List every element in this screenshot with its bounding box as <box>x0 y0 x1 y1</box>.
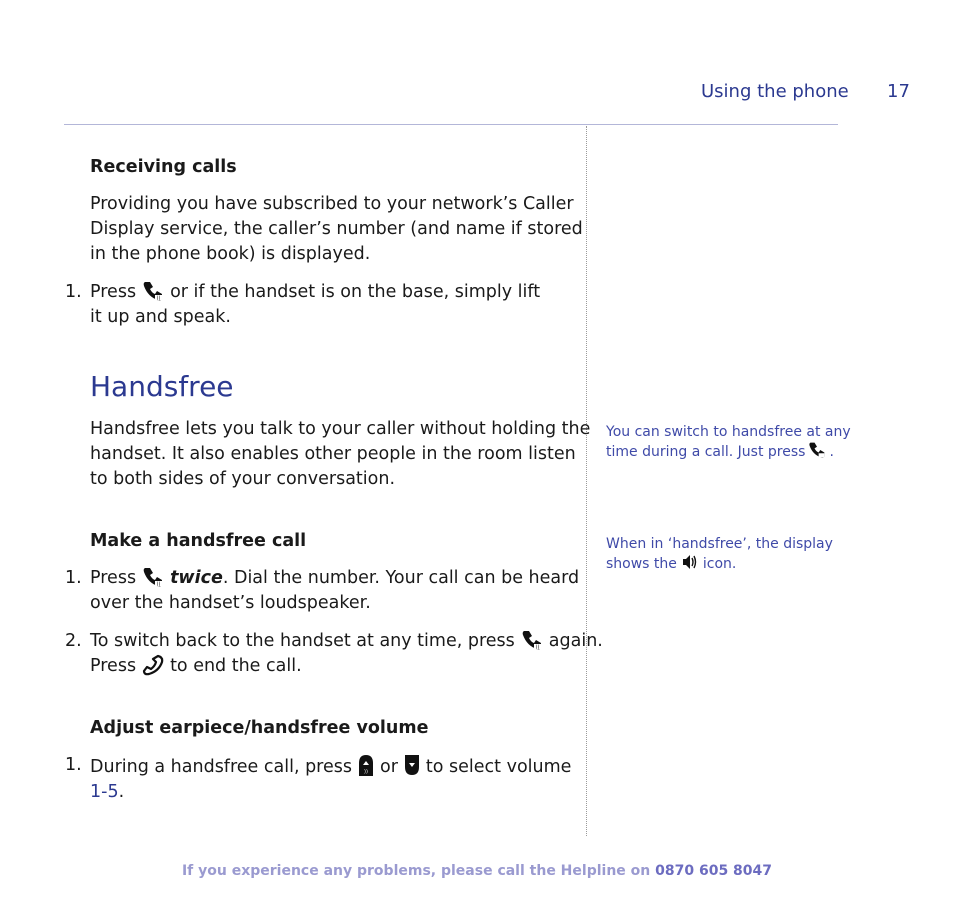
helpline-footer <box>0 863 954 879</box>
volume-range-max: 5 <box>107 782 119 802</box>
volume-down-icon <box>402 753 422 777</box>
svg-text:)): )) <box>364 769 368 775</box>
body-line: Providing you have subscribed to your network’s Caller <box>90 194 574 214</box>
step-text: Press <box>90 656 137 676</box>
step-text: To switch back to the handset at any time, press <box>90 631 515 651</box>
volume-range-dash: - <box>101 782 108 802</box>
note-line: When in ‘handsfree’, the display <box>606 536 833 552</box>
step-text: to end the call. <box>170 656 302 676</box>
note-text: . <box>829 444 834 460</box>
step-text: Press <box>90 282 137 302</box>
step-number: 2. <box>65 631 82 651</box>
step-number: 1. <box>65 282 82 302</box>
helpline-number: 0870 605 8047 <box>655 863 773 879</box>
end-call-icon <box>142 654 164 676</box>
body-line: to both sides of your conversation. <box>90 469 396 489</box>
step-line <box>90 753 571 780</box>
step-line <box>90 566 579 591</box>
body-line: in the phone book) is displayed. <box>90 244 371 264</box>
note-line <box>606 441 851 461</box>
footer-text: If you experience any problems, please call the Helpline on <box>181 863 651 879</box>
step-line <box>90 280 540 305</box>
step-number: 1. <box>65 755 82 775</box>
body-line: handset. It also enables other people in the room listen <box>90 444 576 464</box>
make-handsfree-call-heading: Make a handsfree call <box>90 531 307 551</box>
volume-step-1 <box>90 753 571 805</box>
svg-text:)): )) <box>156 581 161 588</box>
note-text: icon. <box>702 556 737 572</box>
body-line: Display service, the caller’s number (and name if stored <box>90 219 583 239</box>
step-line <box>90 780 571 805</box>
talk-handsfree-icon <box>521 629 543 651</box>
step-text: again. <box>548 631 603 651</box>
side-note-display <box>606 535 833 573</box>
talk-handsfree-icon <box>142 280 164 302</box>
step-text: or <box>380 757 398 777</box>
talk-handsfree-icon <box>142 566 164 588</box>
svg-text:)): )) <box>156 295 161 302</box>
step-text: Press <box>90 568 137 588</box>
step-number: 1. <box>65 568 82 588</box>
adjust-volume-heading: Adjust earpiece/handsfree volume <box>90 718 429 738</box>
receiving-calls-body <box>90 192 583 267</box>
receiving-step-1 <box>90 280 540 330</box>
handsfree-speaker-icon <box>681 553 699 571</box>
handsfree-heading: Handsfree <box>90 370 234 403</box>
emphasis-text: twice <box>170 568 223 588</box>
step-text: to select volume <box>425 757 572 777</box>
step-line: it up and speak. <box>90 307 231 327</box>
step-line: over the handset’s loudspeaker. <box>90 593 371 613</box>
side-note-handsfree <box>606 423 851 461</box>
talk-handsfree-icon <box>808 441 826 459</box>
step-text: . Dial the number. Your call can be heard <box>222 568 580 588</box>
volume-range-min: 1 <box>90 782 102 802</box>
page-number: 17 <box>887 81 910 102</box>
receiving-calls-heading: Receiving calls <box>90 157 237 177</box>
make-call-step-2 <box>90 629 603 679</box>
step-line <box>90 654 603 679</box>
step-line <box>90 629 603 654</box>
note-text: time during a call. Just press <box>606 444 806 460</box>
step-text: . <box>118 782 125 802</box>
volume-up-icon <box>356 753 376 777</box>
step-text: or if the handset is on the base, simply lift <box>170 282 541 302</box>
running-header: Using the phone <box>701 81 849 102</box>
note-line: You can switch to handsfree at any <box>606 424 851 440</box>
header-rule <box>64 124 838 125</box>
body-line: Handsfree lets you talk to your caller without holding the <box>90 419 591 439</box>
step-text: During a handsfree call, press <box>90 757 352 777</box>
note-line <box>606 553 833 573</box>
make-call-step-1 <box>90 566 579 616</box>
note-text: shows the <box>606 556 677 572</box>
handsfree-body <box>90 417 590 492</box>
svg-text:)): )) <box>535 644 540 651</box>
